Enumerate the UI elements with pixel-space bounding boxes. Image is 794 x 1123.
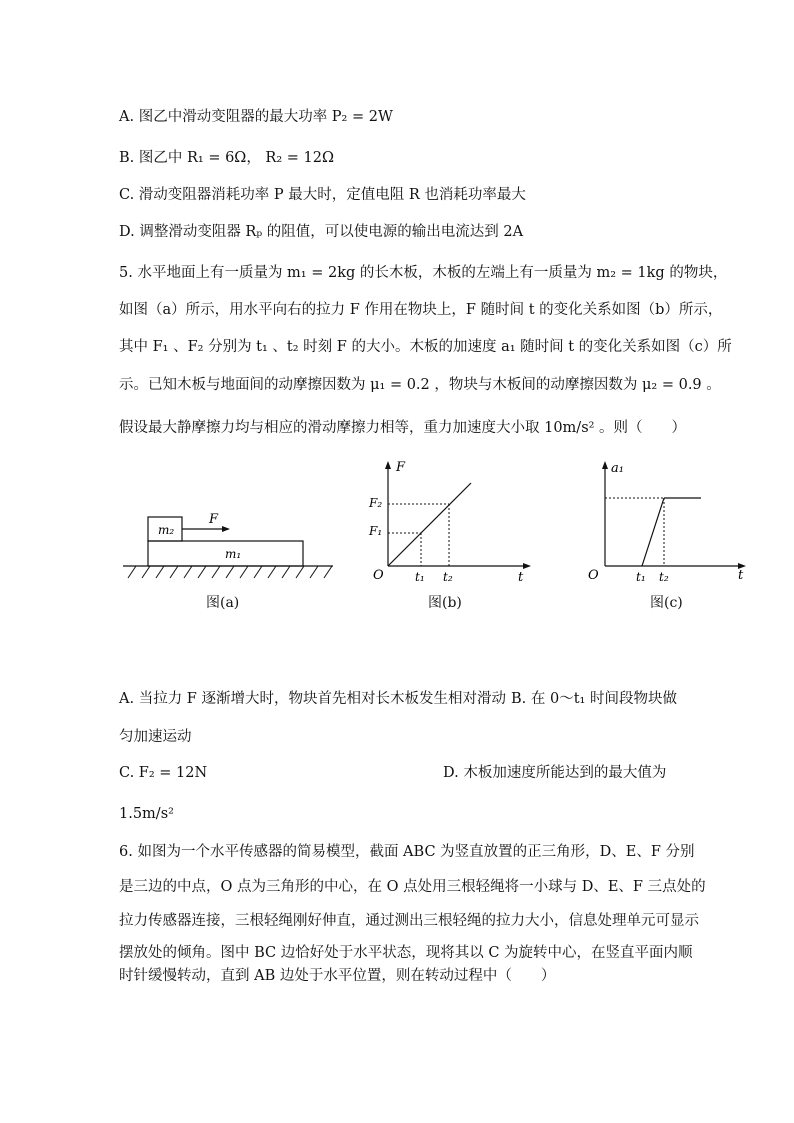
q5-option-d: D. 木板加速度所能达到的最大值为 [443,765,667,781]
axis-x-label: t [518,570,524,585]
f-line [388,483,471,566]
tick-label-f1: F₁ [369,524,383,538]
axis-y-arrow [602,461,608,469]
axis-y-label: a₁ [611,461,624,476]
q5-option-b: B. 在 0～t₁ 时间段物块做 [511,691,677,707]
q5-stem-line-1: 5. 水平地面上有一质量为 m₁ = 2kg 的长木板，木板的左端上有一质量为 m₂ = 1kg 的物块， [119,265,728,281]
q6-stem-line-3: 拉力传感器连接，三根轻绳刚好伸直，通过测出三根轻绳的拉力大小，信息处理单元可显示 [119,913,699,929]
q4-option-a: A. 图乙中滑动变阻器的最大功率 P₂ = 2W [119,109,393,125]
q5-stem-line-2: 如图（a）所示，用水平向右的拉力 F 作用在物块上，F 随时间 t 的变化关系如图（b）所示， [119,302,723,318]
label-m2: m₂ [158,523,175,537]
q5-option-c: C. F₂ = 12N [119,765,208,781]
caption-figure-c: 图(c) [650,595,683,611]
q4-option-c: C. 滑动变阻器消耗功率 P 最大时，定值电阻 R 也消耗功率最大 [119,187,526,203]
axis-x-label: t [738,568,744,583]
tick-label-t2: t₂ [659,570,669,584]
axis-y-label: F [396,460,406,475]
q5-stem-line-4: 示。已知木板与地面间的动摩擦因数为 μ₁ = 0.2 ，物块与木板间的动摩擦因数为 μ₂ = 0.9 。 [119,377,721,393]
a-ramp-line [642,498,664,566]
axis-y-arrow [385,461,391,469]
q6-stem-line-5: 时针缓慢转动，直到 AB 边处于水平位置，则在转动过程中（ ） [119,968,556,984]
q5-option-b-cont: 匀加速运动 [119,729,192,745]
q6-stem-line-1: 6. 如图为一个水平传感器的简易模型，截面 ABC 为竖直放置的正三角形，D、E、F 分别 [119,844,695,860]
origin-label: O [373,568,384,583]
q4-option-b: B. 图乙中 R₁ = 6Ω， R₂ = 12Ω [119,150,335,166]
origin-label: O [588,568,599,583]
q5-option-a: A. 当拉力 F 逐渐增大时，物块首先相对长木板发生相对滑动 [119,691,506,707]
q6-stem-line-4: 摆放处的倾角。图中 BC 边恰好处于水平状态，现将其以 C 为旋转中心，在竖直平面内顺 [119,945,693,961]
q5-stem-line-5: 假设最大静摩擦力均与相应的滑动摩擦力相等，重力加速度大小取 10m/s² 。则（ ） [119,420,687,436]
q4-option-d: D. 调整滑动变阻器 Rₚ 的阻值，可以使电源的输出电流达到 2A [119,224,524,240]
figure-c [583,455,753,590]
guide-lines [605,498,664,566]
tick-label-t1: t₁ [636,570,646,584]
label-force: F [209,512,219,527]
axis-x-arrow [523,563,531,569]
caption-figure-b: 图(b) [428,595,462,611]
caption-figure-a: 图(a) [206,595,240,611]
figure-b [365,455,535,590]
q5-option-d-cont: 1.5m/s² [119,806,174,822]
q6-stem-line-2: 是三边的中点，O 点为三角形的中心，在 O 点处用三根轻绳将一小球与 D、E、F 三点处的 [119,879,706,895]
tick-label-t2: t₂ [443,570,453,584]
force-arrow-head [222,526,230,532]
label-m1: m₁ [225,547,242,561]
ground-hatching [128,566,332,578]
tick-label-f2: F₂ [369,496,383,510]
q5-stem-line-3: 其中 F₁ 、F₂ 分别为 t₁ 、t₂ 时刻 F 的大小。木板的加速度 a₁ 随时间 t 的变化关系如图（c）所 [119,339,732,355]
tick-label-t1: t₁ [415,570,425,584]
